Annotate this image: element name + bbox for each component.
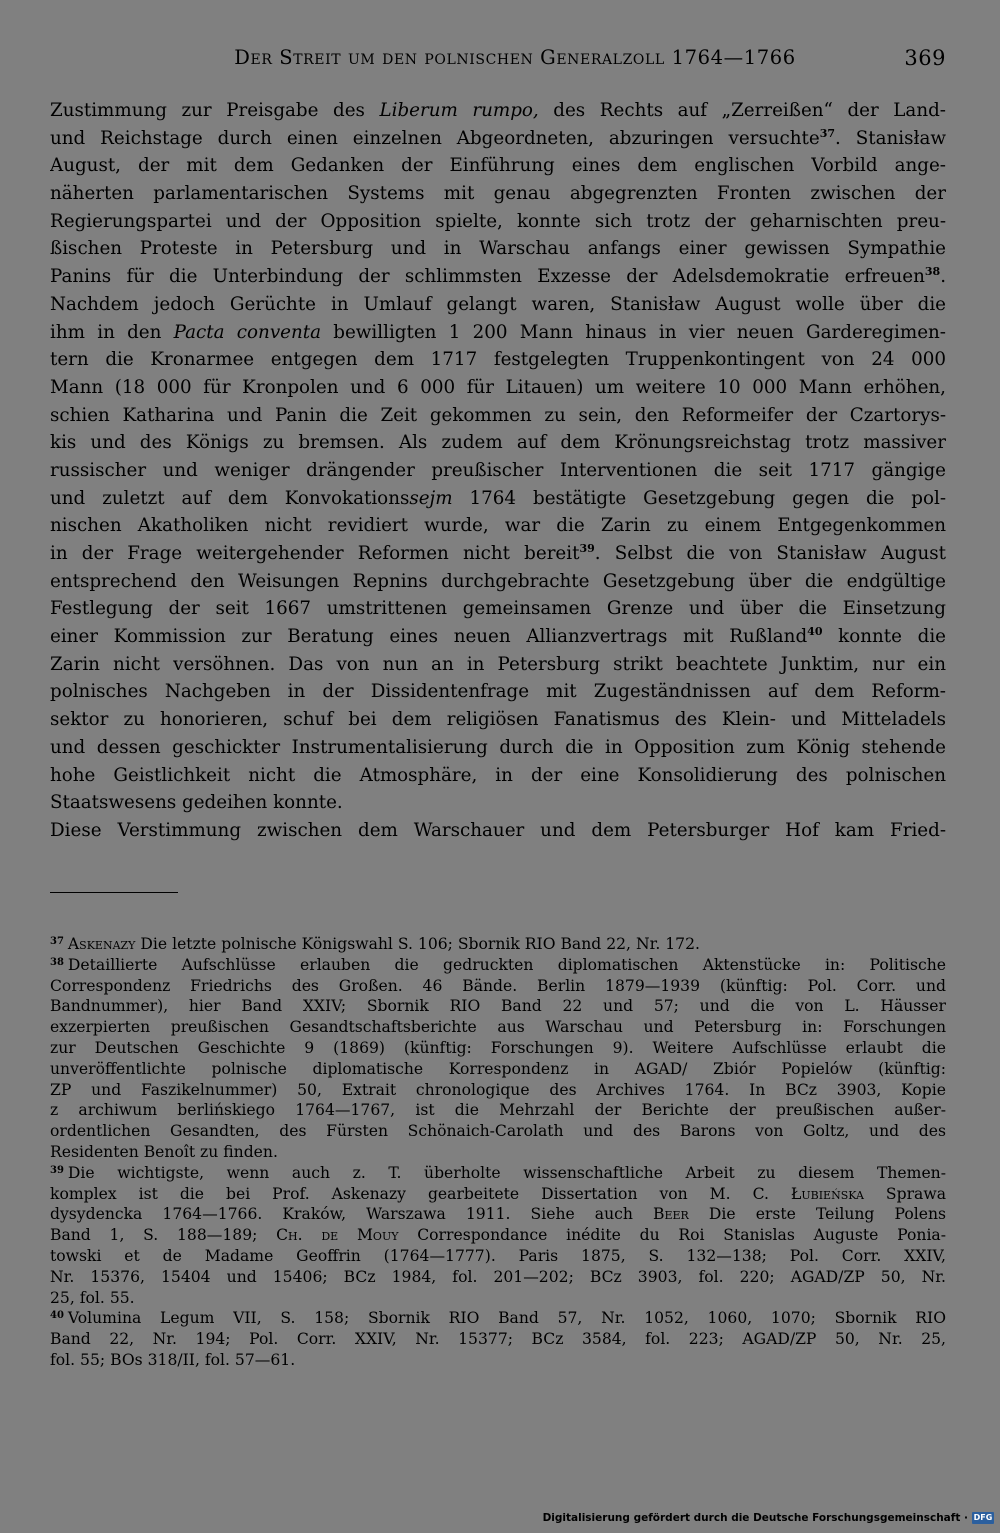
text-run: Correspondenz Friedrichs des Großen. 46 Bände. Berlin 1879—1939 (künftig: Pol. Corr. und [50,976,946,995]
footnote-line [50,1225,946,1246]
text-run: . Selbst die von Stanisław August [594,543,946,564]
text-run: Nachdem jedoch Gerüchte in Umlauf gelangt waren, Stanisław August wolle über die [50,293,946,315]
text-run: einer Kommission zur Beratung eines neuen Allianzvertrags mit Rußland [50,626,808,648]
author-name: Ch. de Mouy [276,1226,399,1245]
footnote-line [50,1100,946,1121]
text-line [50,374,946,402]
text-run: konnte die [822,626,946,648]
text-run: entsprechend den Weisungen Repnins durchgebrachte Gesetzgebung über die endgültige [50,570,946,592]
text-run: Detaillierte Aufschlüsse erlauben die gedruckten diplomatischen Aktenstücke in: Politische [67,955,946,974]
text-line [50,457,946,485]
text-run: towski et de Madame Geoffrin (1764—1777). Paris 1875, S. 132—138; Pol. Corr. XXIV, [50,1246,946,1265]
text-run: Mann (18 000 für Kronpolen und 6 000 für Litauen) um weitere 10 000 Mann erhöhen, [50,376,946,398]
footnote-reference: 39 [579,542,595,555]
text-run: ordentlichen Gesandten, des Fürsten Schönaich-Carolath und des Barons von Goltz, und des [50,1122,946,1141]
footnote-line [50,976,946,997]
author-name: Beer [653,1205,689,1224]
text-run: Regierungspartei und der Opposition spielte, konnte sich trotz der geharnischten preu- [50,210,946,232]
text-run: Zustimmung zur Preisgabe des [50,100,380,121]
footnote-line [50,1267,946,1288]
text-run: kis und des Königs zu bremsen. Als zudem auf dem Krönungsreichstag trotz massiver [50,432,946,454]
text-run: des Rechts auf „Zerreißen“ der Land- [538,100,946,121]
text-run: nischen Akatholiken nicht revidiert wurde, war die Zarin zu einem Entgegenkommen [50,515,946,537]
text-run: Panins für die Unterbindung der schlimmsten Exzesse der Adelsdemokratie erfreuen [50,266,925,288]
text-run: polnisches Nachgeben in der Dissidentenfrage mit Zugeständnissen auf dem Reform- [50,681,946,703]
footnote-reference: 40 [807,625,823,639]
footnote-reference: 37 [819,126,836,140]
text-run: Residenten Benoît zu finden. [50,1142,278,1161]
text-run: Diese Verstimmung zwischen dem Warschauer und dem Petersburger Hof kam Fried- [50,819,946,841]
text-line [50,152,946,180]
text-run: fol. 55; BOs 318/II, fol. 57—61. [50,1350,296,1369]
text-line [50,429,946,457]
text-line [50,678,946,706]
text-run: schien Katharina und Panin die Zeit gekommen zu sein, den Reformeifer der Czartorys- [50,404,946,426]
footnote-line [50,1142,946,1163]
text-run: sektor zu honorieren, schuf bei dem religiösen Fanatismus des Klein- und Mitteladels [50,709,946,731]
text-run: komplex ist die bei Prof. Askenazy gearbeitete Dissertation von M. C. [50,1184,791,1203]
text-run: und dessen geschickter Instrumentalisierung durch die in Opposition zum König stehende [50,736,946,758]
text-run: hohe Geistlichkeit nicht die Atmosphäre, in der eine Konsolidierung des polnischen [50,764,946,786]
text-line [50,485,946,513]
digitization-credit: Digitalisierung gefördert durch die Deutsche Forschungsgemeinschaft · [542,1512,968,1524]
text-line [50,512,946,540]
text-run: Staatswesens gedeihen konnte. [50,792,343,814]
text-run: Bandnummer), hier Band XXIV; Sbornik RIO Band 22 und 57; und die von L. Häusser [50,997,946,1016]
text-line [50,651,946,679]
text-run: und Reichstage durch einen einzelnen Abgeordneten, abzuringen versuchte [50,127,820,149]
italic-term: Liberum rumpo, [379,100,539,121]
text-run: unveröffentlichte polnische diplomatische Korrespondenz in AGAD/ Zbiór Popielów (künftig: [50,1059,946,1078]
text-run: exzerpierten preußischen Gesandtschaftsberichte aus Warschau und Petersburg in: Forschungen [50,1018,946,1037]
footnote-line [50,1038,946,1059]
footnote-line [50,955,946,976]
footnote-line [50,996,946,1017]
running-header [50,46,946,76]
footnote-line [50,1329,946,1350]
footnote-line [50,1246,946,1267]
text-line [50,568,946,596]
page-number: 369 [904,46,946,70]
footnote-line [50,1163,946,1184]
author-name: Askenazy [67,935,136,953]
text-line [50,208,946,236]
text-run: Sprawa [863,1184,946,1203]
body-text [50,97,946,845]
text-run: Zarin nicht versöhnen. Das von nun an in Petersburg strikt beachtete Junktim, nur ein [50,653,946,675]
text-line [50,402,946,430]
footnote-line [50,1017,946,1038]
text-run: 1764 bestätigte Gesetzgebung gegen die pol- [452,487,946,509]
text-line [50,235,946,263]
footnote-separator [50,892,178,893]
text-run: in der Frage weitergehender Reformen nicht bereit [50,543,580,564]
text-run: ihm in den [50,321,174,343]
text-run: und zuletzt auf dem Konvokations [50,487,410,509]
text-run: Festlegung der seit 1667 umstrittenen gemeinsamen Grenze und über die Einsetzung [50,598,946,620]
italic-term: sejm [409,487,453,509]
text-run: dysydencka 1764—1766. Kraków, Warszawa 1911. Siehe auch [50,1205,654,1224]
text-line [50,319,946,347]
text-run: 25, fol. 55. [50,1288,135,1307]
text-line [50,789,946,817]
running-title: Der Streit um den polnischen Generalzoll 1764—1766 [234,46,796,69]
text-line [50,817,946,845]
digitization-footer [543,1509,994,1527]
text-run: ßischen Proteste in Petersburg und in Warschau anfangs einer gewissen Sympathie [50,238,946,260]
text-line [50,762,946,790]
footnote-line [50,1350,946,1371]
text-line [50,734,946,762]
footnote-line [50,1204,946,1225]
text-run: z archiwum berlińskiego 1764—1767, ist die Mehrzahl der Berichte der preußischen außer- [50,1101,946,1120]
text-line [50,125,946,153]
text-run: Die letzte polnische Königswahl S. 106; Sbornik RIO Band 22, Nr. 172. [135,935,700,953]
text-line [50,540,946,568]
text-run: Band 22, Nr. 194; Pol. Corr. XXIV, Nr. 15377; BCz 3584, fol. 223; AGAD/ZP 50, Nr. 25, [50,1330,946,1349]
dfg-logo: DFG [973,1513,993,1522]
footnote-line [50,1308,946,1329]
text-line [50,346,946,374]
footnote-number: 38 [50,956,64,968]
footnote-line [50,1080,946,1101]
footnotes [50,934,946,1371]
author-name: Łubieńska [790,1184,864,1203]
text-run: tern die Kronarmee entgegen dem 1717 festgelegten Truppenkontingent von 24 000 [50,349,946,371]
text-run: zur Deutschen Geschichte 9 (1869) (künftig: Forschungen 9). Weitere Aufschlüsse erlaubt die [50,1038,946,1057]
footnote-reference: 38 [924,265,941,279]
text-run: . [940,266,946,288]
footnote-number: 39 [50,1164,64,1176]
text-run: Die erste Teilung Polens [688,1205,946,1224]
text-run: näherten parlamentarischen Systems mit genau abgegrenzten Fronten zwischen der [50,183,946,205]
text-line [50,706,946,734]
text-run: August, der mit dem Gedanken der Einführung eines dem englischen Vorbild ange- [50,155,946,177]
footnote-line [50,934,946,955]
text-run: Die wichtigste, wenn auch z. T. überholte wissenschaftliche Arbeit zu diesem Themen- [67,1163,946,1182]
text-run: Volumina Legum VII, S. 158; Sbornik RIO Band 57, Nr. 1052, 1060, 1070; Sbornik RIO [67,1309,946,1328]
text-line [50,595,946,623]
footnote-line [50,1121,946,1142]
text-line [50,97,946,125]
text-line [50,291,946,319]
text-run: russischer und weniger drängender preußischer Interventionen die seit 1717 gängige [50,459,946,481]
text-line [50,180,946,208]
text-run: Band 1, S. 188—189; [50,1226,277,1245]
text-line [50,623,946,651]
footnote-number: 40 [50,1310,64,1322]
text-run: bewilligten 1 200 Mann hinaus in vier neuen Garderegimen- [320,321,946,343]
text-run: . Stanisław [835,127,946,149]
text-run: ZP und Faszikelnummer) 50, Extrait chronologique des Archives 1764. In BCz 3903, Kopie [50,1080,946,1099]
text-line [50,263,946,291]
footnote-line [50,1059,946,1080]
text-run: Nr. 15376, 15404 und 15406; BCz 1984, fol. 201—202; BCz 3903, fol. 220; AGAD/ZP 50, Nr. [50,1267,946,1286]
footnote-line [50,1288,946,1309]
footnote-line [50,1184,946,1205]
italic-term: Pacta conventa [173,321,321,343]
text-run: Correspondance inédite du Roi Stanislas Auguste Ponia- [398,1226,946,1245]
footnote-number: 37 [50,936,64,947]
